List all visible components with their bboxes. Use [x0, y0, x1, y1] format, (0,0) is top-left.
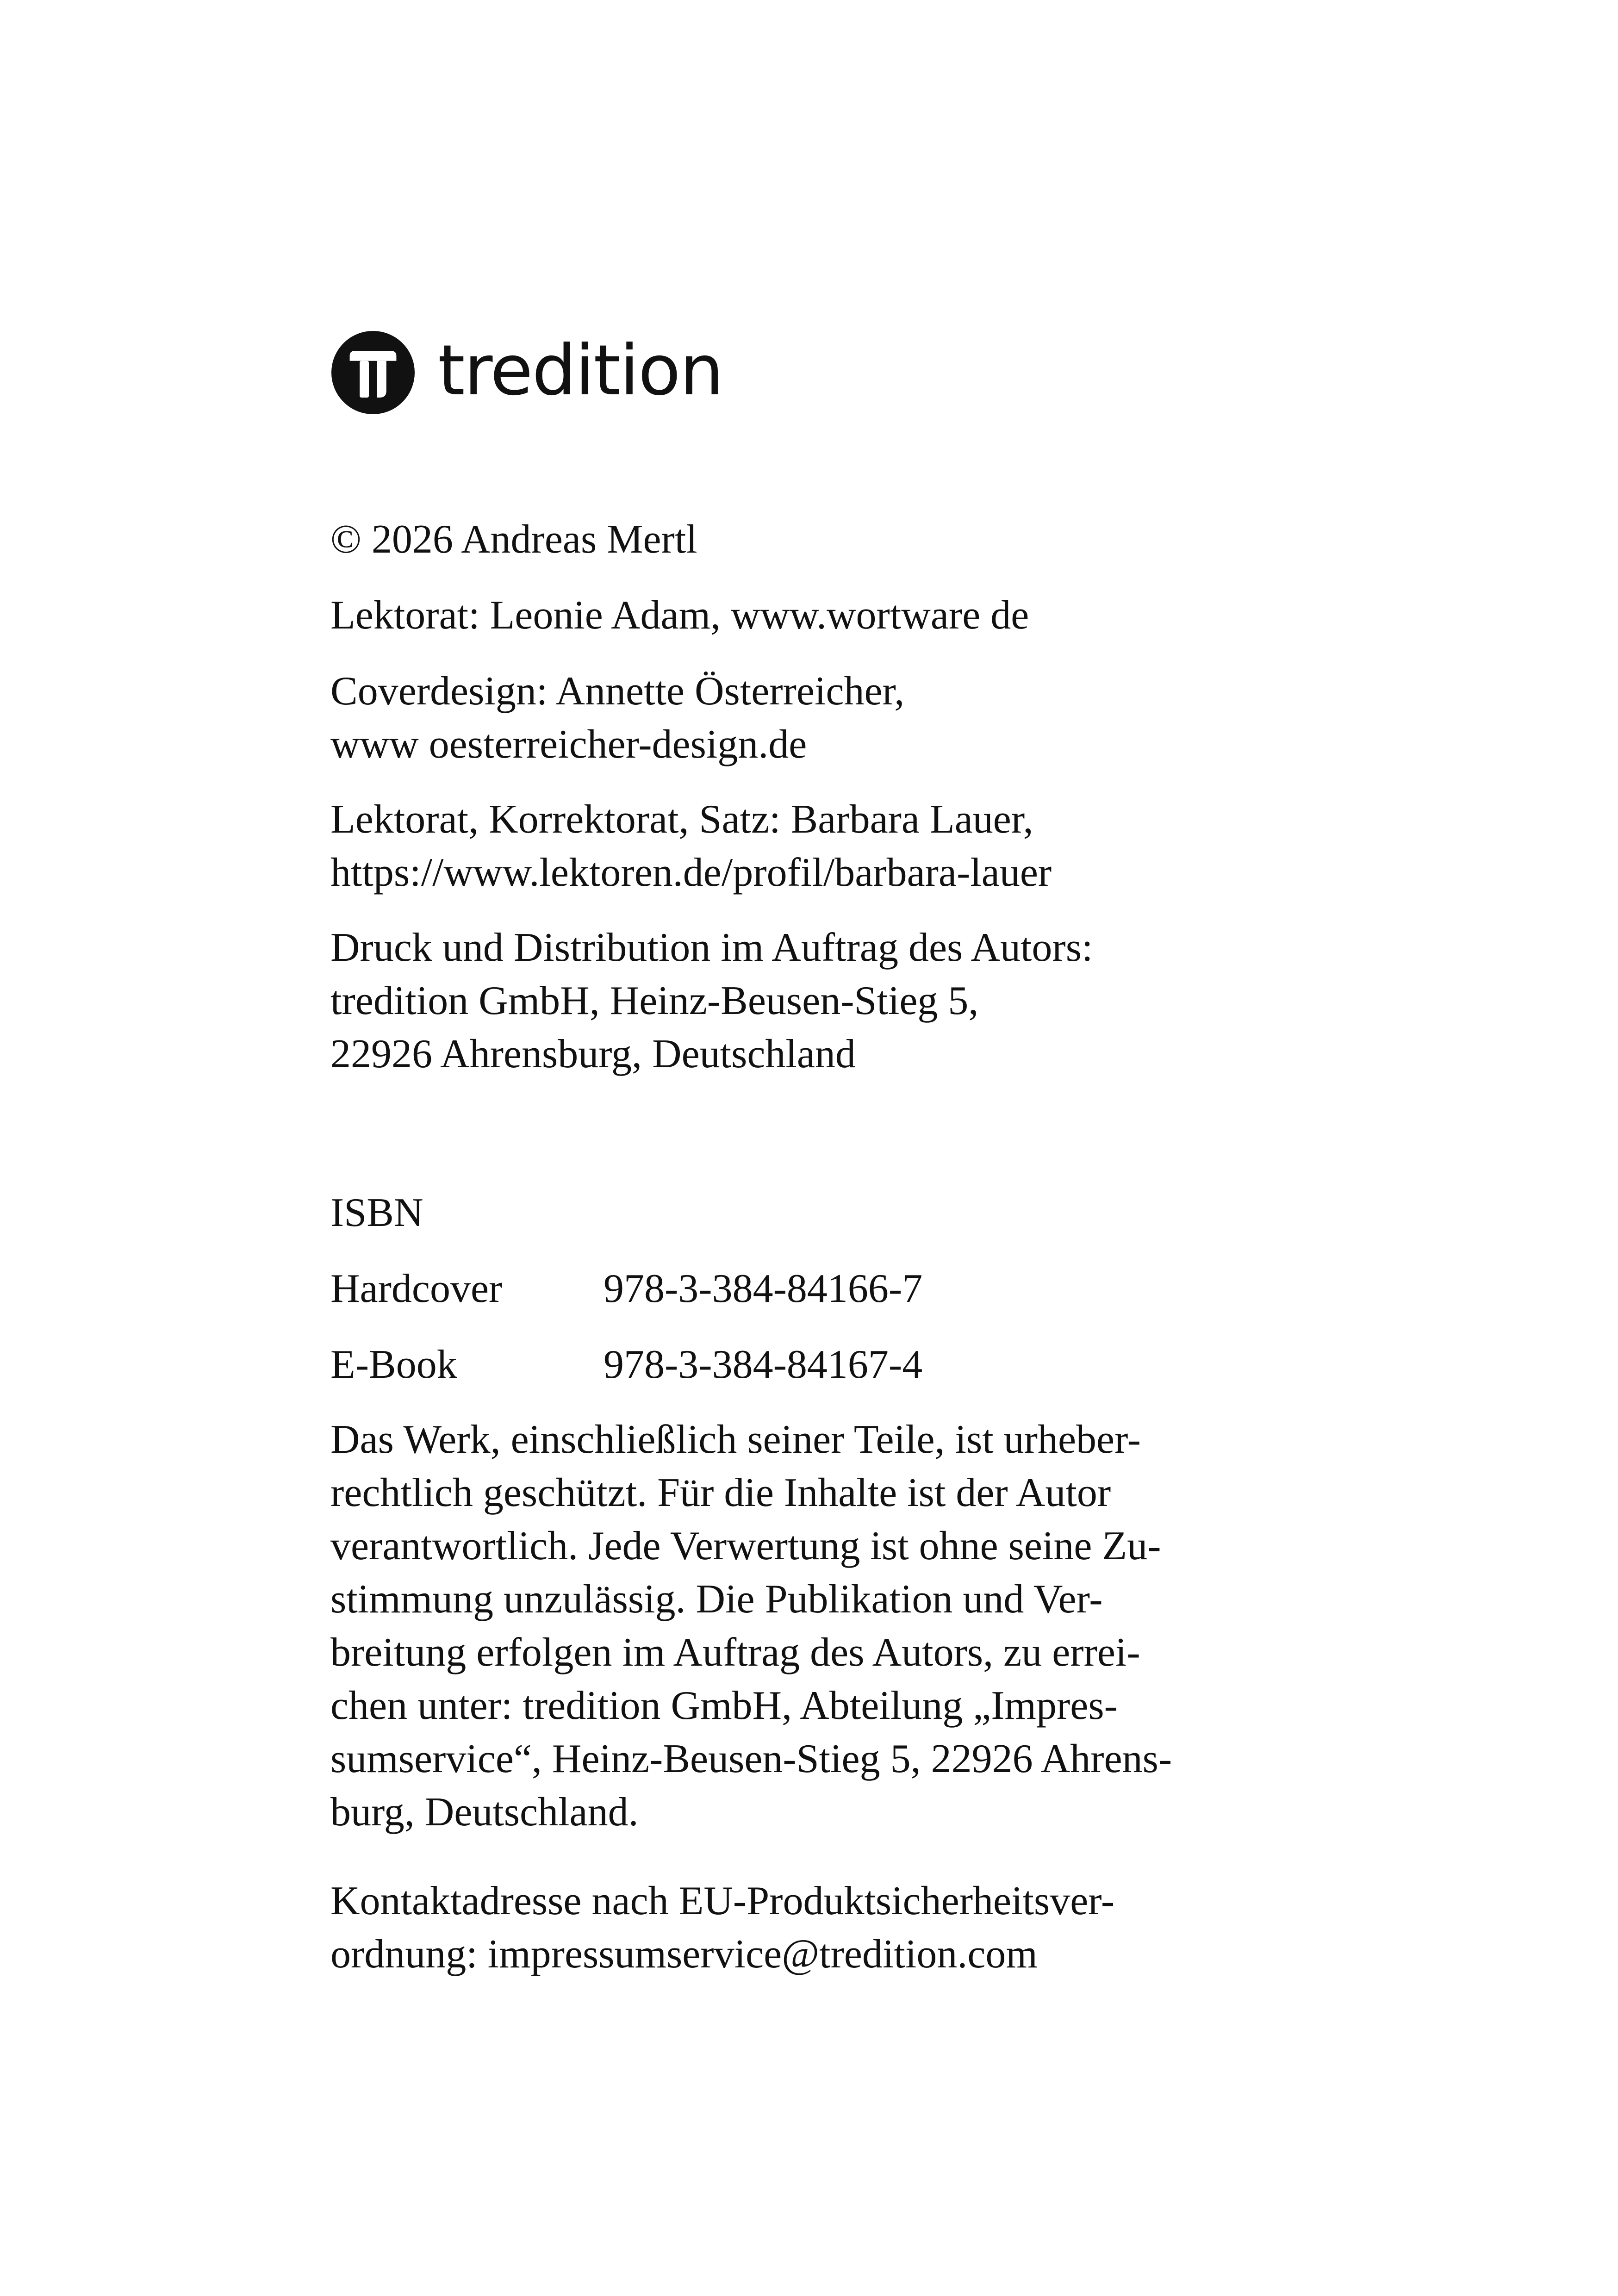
publisher-wordmark: tredition: [438, 330, 723, 411]
coverdesign-block: [330, 665, 1339, 771]
isbn-heading: ISBN: [330, 1190, 423, 1235]
druck-block: [330, 921, 1339, 1081]
isbn-label-ebook: E-Book: [330, 1342, 457, 1387]
notice-line-3: verantwortlich. Jede Verwertung ist ohne seine Zu-: [330, 1524, 1161, 1568]
notice-line-5: breitung erfolgen im Auftrag des Autors, zu errei-: [330, 1630, 1140, 1675]
lektorat-line: Lektorat: Leonie Adam, www.wortware de: [330, 593, 1029, 638]
notice-line-1: Das Werk, einschließlich seiner Teile, ist urheber-: [330, 1417, 1141, 1462]
notice-line-2: rechtlich geschützt. Für die Inhalte ist der Autor: [330, 1470, 1111, 1515]
contact-block: [330, 1874, 1339, 1981]
lektorat-block: [330, 589, 1339, 642]
druck-line-1: Druck und Distribution im Auftrag des Autors:: [330, 925, 1093, 970]
druck-line-2: tredition GmbH, Heinz-Beusen-Stieg 5,: [330, 978, 979, 1023]
druck-line-3: 22926 Ahrensburg, Deutschland: [330, 1032, 856, 1076]
isbn-label-hardcover: Hardcover: [330, 1266, 503, 1311]
satz-line-2: https://www.lektoren.de/profil/barbara-lauer: [330, 850, 1052, 895]
tredition-logo-icon: [331, 331, 415, 414]
coverdesign-line-2: www oesterreicher-design.de: [330, 722, 807, 767]
contact-line-2: ordnung: impressumservice@tredition.com: [330, 1932, 1038, 1977]
isbn-ebook: [330, 1338, 1339, 1391]
imprint-block: [330, 513, 1339, 566]
isbn-value-hardcover: 978-3-384-84166-7: [604, 1266, 923, 1311]
isbn-heading-block: [330, 1186, 1339, 1239]
satz-line-1: Lektorat, Korrektorat, Satz: Barbara Lauer,: [330, 797, 1033, 842]
copyright-line: © 2026 Andreas Mertl: [330, 517, 697, 562]
notice-line-6: chen unter: tredition GmbH, Abteilung „Impres-: [330, 1683, 1118, 1728]
notice-line-4: stimmung unzulässig. Die Publikation und Ver-: [330, 1577, 1103, 1622]
notice-line-7: sumservice“, Heinz-Beusen-Stieg 5, 22926 Ahrens-: [330, 1736, 1172, 1781]
notice-line-8: burg, Deutschland.: [330, 1790, 639, 1835]
copyright-notice: [330, 1413, 1339, 1839]
isbn-hardcover: [330, 1262, 1339, 1315]
contact-line-1: Kontaktadresse nach EU-Produktsicherheitsver-: [330, 1879, 1115, 1923]
satz-block: [330, 793, 1339, 899]
isbn-value-ebook: 978-3-384-84167-4: [604, 1342, 923, 1387]
publisher-logo: [331, 329, 723, 417]
coverdesign-line-1: Coverdesign: Annette Österreicher,: [330, 669, 905, 714]
